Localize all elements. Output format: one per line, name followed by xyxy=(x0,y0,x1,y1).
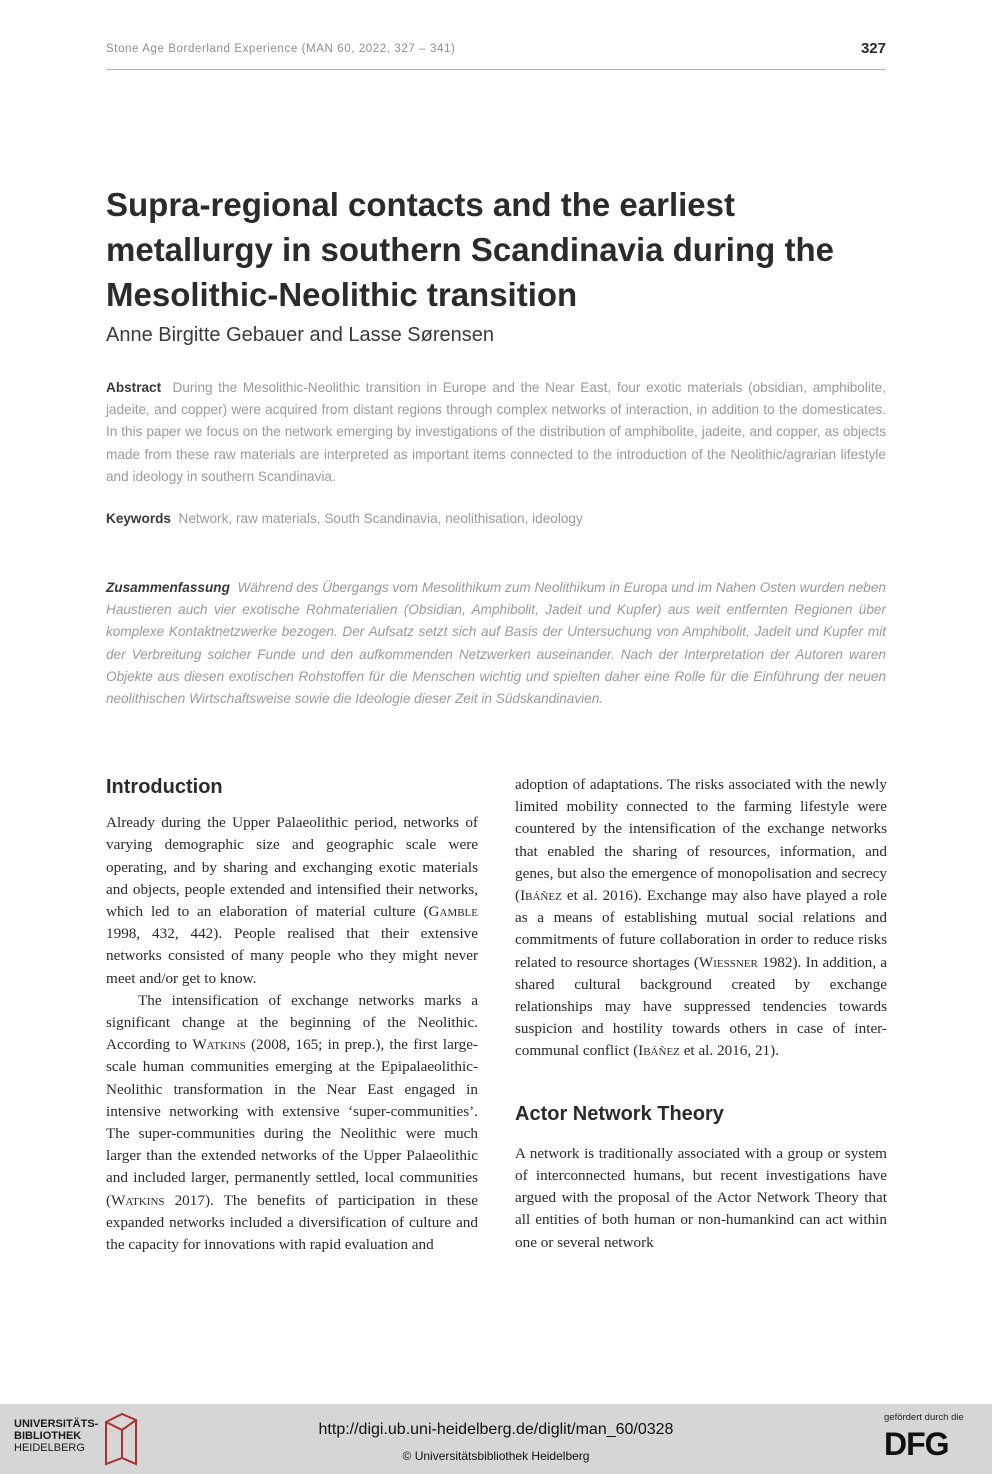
journal-citation: Stone Age Borderland Experience (MAN 60, 2022, 327 – 341) xyxy=(106,43,456,55)
citation-wiessner: Wiessner xyxy=(698,953,758,971)
running-head xyxy=(106,40,886,70)
right-column xyxy=(515,776,887,1254)
zusammenfassung-label: Zusammenfassung xyxy=(106,580,230,595)
citation-ibanez: Ibáñez xyxy=(520,887,562,905)
keywords-label: Keywords xyxy=(106,511,171,526)
article-title: Supra-regional contacts and the earliest metallurgy in southern Scandinavia during the Mesolithic-Neolithic transition xyxy=(106,186,834,313)
abstract xyxy=(106,377,886,488)
digital-url-link[interactable]: http://digi.ub.uni-heidelberg.de/diglit/man_60/0328 xyxy=(318,1421,674,1438)
intro-paragraph-3: adoption of adaptations. The risks associated with the newly limited mobility connected to the farming lifestyle were countered by the intensification of the exchange networks that enabled the sharing of resources, information, and genes, but also the emergence of monopolisation and secrecy (Ibáñez et al. 2016). Exchange may also have played a role as a means of establishing mutual social relations and commitments of future collaboration in order to reduce risks related to resource shortages (Wiessner 1982). In addition, a shared cultural background created by exchange relationships may have suppressed tendencies towards suspicion and hostility towards others in case of inter-communal conflict (Ibáñez et al. 2016, 21). xyxy=(515,776,887,1060)
library-name-line1: UNIVERSITÄTS- xyxy=(14,1418,99,1430)
zusammenfassung xyxy=(106,577,886,710)
keywords xyxy=(106,511,886,526)
library-name-line2: BIBLIOTHEK xyxy=(14,1430,82,1442)
left-column xyxy=(106,776,478,1256)
citation-watkins-2017: Watkins xyxy=(111,1191,165,1209)
authors: Anne Birgitte Gebauer and Lasse Sørensen xyxy=(106,324,495,346)
intro-paragraph-2: The intensification of exchange networks marks a significant change at the beginning of the Neolithic. According to Watkins (2008, 165; in prep.), the first large-scale human communities emerging at the Epipalaeolithic-Neolithic transformation in the Near East engaged in intensive networking with extensive ‘super-communities’. The super-communities during the Neolithic were much larger than the extended networks of the Upper Palaeolithic and included larger, permanently settled, local communities (Watkins 2017). The benefits of participation in these expanded networks included a diversification of culture and the capacity for innovations with rapid evaluation and xyxy=(106,991,478,1254)
keywords-text: Network, raw materials, South Scandinavia, neolithisation, ideology xyxy=(178,511,583,526)
copyright-notice: © Universitätsbibliothek Heidelberg xyxy=(402,1449,590,1463)
abstract-text: During the Mesolithic-Neolithic transition in Europe and the Near East, four exotic materials (obsidian, amphibolite, jadeite, and copper) were acquired from distant regions through complex networks of interaction, in addition to the domesticates. In this paper we focus on the network emerging by investigations of the distribution of amphibolite, jadeite, and copper, as objects made from these raw materials are interpreted as important items connected to the introduction of the Neolithic/agrarian lifestyle and ideology in southern Scandinavia. xyxy=(106,380,887,484)
citation-ibanez-2: Ibáñez xyxy=(638,1042,680,1060)
introduction-heading: Introduction xyxy=(106,776,223,798)
ant-heading: Actor Network Theory xyxy=(515,1102,724,1125)
citation-gamble: Gamble xyxy=(428,903,478,921)
library-name-line3: HEIDELBERG xyxy=(14,1442,85,1454)
digitization-footer xyxy=(0,1404,992,1474)
abstract-label: Abstract xyxy=(106,380,162,395)
ant-paragraph-1: A network is traditionally associated with a group or system of interconnected humans, but recent investigations have argued with the proposal of the Actor Network Theory that all entities of both human or non-humankind can act within one or several network xyxy=(515,1144,887,1251)
page-number: 327 xyxy=(860,40,886,57)
zusammenfassung-text: Während des Übergangs vom Mesolithikum zum Neolithikum in Europa und im Nahen Osten wurden neben Haustieren auch vier exotische Rohmaterialien (Obsidian, Amphibolit, Jadeit und Kupfer) aus weit entfernten Regionen über komplexe Kontaktnetzwerke bezogen. Der Aufsatz setzt sich auf Basis der Untersuchung von Amphibolit, Jadeit und Kupfer mit der Verbreitung solcher Funde und den aufkommenden Netzwerken auseinander. Nach der Interpretation der Autoren waren Objekte aus diesen exotischen Rohstoffen für die Menschen wichtig und spielten daher eine Rolle für die Einführung der neuen neolithischen Wirtschaftsweise sowie die Ideologie dieser Zeit in Südskandinavien. xyxy=(106,580,886,707)
funding-note: gefördert durch die xyxy=(884,1412,964,1423)
dfg-logo: DFG xyxy=(884,1426,949,1462)
citation-watkins: Watkins xyxy=(192,1036,246,1054)
intro-paragraph-1: Already during the Upper Palaeolithic period, networks of varying demographic size and geographic scale were operating, and by sharing and exchanging exotic materials and objects, people extended and intensified their networks, which led to an elaboration of material culture (Gamble 1998, 432, 442). People realised that their extensive networks consisted of many people who they might never meet and/or get to know. xyxy=(106,814,478,987)
